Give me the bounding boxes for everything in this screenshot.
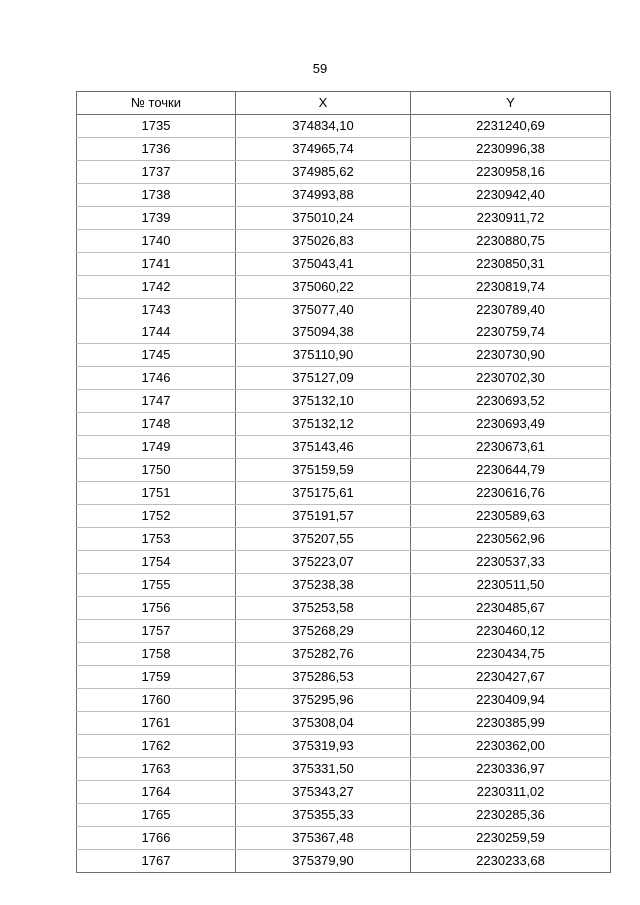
point-number-cell: 1746	[77, 367, 236, 390]
table-row	[77, 505, 611, 528]
point-number-cell: 1754	[77, 551, 236, 574]
table-row	[77, 253, 611, 276]
table-row	[77, 620, 611, 643]
x-coordinate-cell: 375286,53	[236, 666, 411, 689]
x-coordinate-cell: 375295,96	[236, 689, 411, 712]
point-number-cell: 1735	[77, 115, 236, 138]
point-number-cell: 1744	[77, 321, 236, 344]
x-coordinate-cell: 375355,33	[236, 804, 411, 827]
y-coordinate-cell: 2230819,74	[411, 276, 611, 299]
y-coordinate-cell: 2230362,00	[411, 735, 611, 758]
x-coordinate-cell: 375132,12	[236, 413, 411, 436]
table-row	[77, 712, 611, 735]
y-coordinate-cell: 2230485,67	[411, 597, 611, 620]
table-row	[77, 413, 611, 436]
table-row	[77, 230, 611, 253]
point-number-cell: 1743	[77, 299, 236, 322]
point-number-cell: 1751	[77, 482, 236, 505]
point-number-cell: 1737	[77, 161, 236, 184]
point-number-cell: 1757	[77, 620, 236, 643]
y-coordinate-cell: 2230460,12	[411, 620, 611, 643]
x-coordinate-cell: 375060,22	[236, 276, 411, 299]
y-coordinate-cell: 2230233,68	[411, 850, 611, 873]
table-row	[77, 781, 611, 804]
point-number-cell: 1760	[77, 689, 236, 712]
table-body	[77, 115, 611, 873]
y-coordinate-cell: 2230385,99	[411, 712, 611, 735]
table-row	[77, 184, 611, 207]
point-number-cell: 1750	[77, 459, 236, 482]
y-coordinate-cell: 2230336,97	[411, 758, 611, 781]
point-number-cell: 1747	[77, 390, 236, 413]
x-coordinate-cell: 375253,58	[236, 597, 411, 620]
y-coordinate-cell: 2230730,90	[411, 344, 611, 367]
y-coordinate-cell: 2230589,63	[411, 505, 611, 528]
y-coordinate-cell: 2231240,69	[411, 115, 611, 138]
page-number: 59	[312, 61, 328, 76]
table-row	[77, 367, 611, 390]
point-number-cell: 1765	[77, 804, 236, 827]
y-coordinate-cell: 2230511,50	[411, 574, 611, 597]
header-point-number: № точки	[77, 92, 236, 115]
y-coordinate-cell: 2230880,75	[411, 230, 611, 253]
x-coordinate-cell: 375343,27	[236, 781, 411, 804]
y-coordinate-cell: 2230942,40	[411, 184, 611, 207]
y-coordinate-cell: 2230911,72	[411, 207, 611, 230]
x-coordinate-cell: 375191,57	[236, 505, 411, 528]
x-coordinate-cell: 375223,07	[236, 551, 411, 574]
x-coordinate-cell: 374834,10	[236, 115, 411, 138]
table-row	[77, 689, 611, 712]
point-number-cell: 1748	[77, 413, 236, 436]
point-number-cell: 1756	[77, 597, 236, 620]
table-row	[77, 574, 611, 597]
x-coordinate-cell: 375331,50	[236, 758, 411, 781]
y-coordinate-cell: 2230427,67	[411, 666, 611, 689]
point-number-cell: 1758	[77, 643, 236, 666]
table-row	[77, 299, 611, 322]
point-number-cell: 1745	[77, 344, 236, 367]
table-row	[77, 482, 611, 505]
x-coordinate-cell: 375159,59	[236, 459, 411, 482]
table-row	[77, 551, 611, 574]
y-coordinate-cell: 2230285,36	[411, 804, 611, 827]
table-header	[77, 92, 611, 115]
table-row	[77, 804, 611, 827]
table-row	[77, 735, 611, 758]
table-row	[77, 436, 611, 459]
x-coordinate-cell: 375043,41	[236, 253, 411, 276]
point-number-cell: 1739	[77, 207, 236, 230]
x-coordinate-cell: 375319,93	[236, 735, 411, 758]
x-coordinate-cell: 375127,09	[236, 367, 411, 390]
y-coordinate-cell: 2230958,16	[411, 161, 611, 184]
y-coordinate-cell: 2230562,96	[411, 528, 611, 551]
x-coordinate-cell: 374993,88	[236, 184, 411, 207]
point-number-cell: 1752	[77, 505, 236, 528]
y-coordinate-cell: 2230759,74	[411, 321, 611, 344]
table-row	[77, 758, 611, 781]
header-x: X	[236, 92, 411, 115]
x-coordinate-cell: 375094,38	[236, 321, 411, 344]
y-coordinate-cell: 2230616,76	[411, 482, 611, 505]
x-coordinate-cell: 375132,10	[236, 390, 411, 413]
y-coordinate-cell: 2230259,59	[411, 827, 611, 850]
y-coordinate-cell: 2230850,31	[411, 253, 611, 276]
x-coordinate-cell: 374965,74	[236, 138, 411, 161]
x-coordinate-cell: 375143,46	[236, 436, 411, 459]
table-row	[77, 390, 611, 413]
y-coordinate-cell: 2230537,33	[411, 551, 611, 574]
table-row	[77, 459, 611, 482]
point-number-cell: 1762	[77, 735, 236, 758]
table-row	[77, 666, 611, 689]
x-coordinate-cell: 375367,48	[236, 827, 411, 850]
point-number-cell: 1749	[77, 436, 236, 459]
x-coordinate-cell: 375308,04	[236, 712, 411, 735]
x-coordinate-cell: 375268,29	[236, 620, 411, 643]
y-coordinate-cell: 2230311,02	[411, 781, 611, 804]
y-coordinate-cell: 2230693,52	[411, 390, 611, 413]
table-row	[77, 115, 611, 138]
point-number-cell: 1736	[77, 138, 236, 161]
x-coordinate-cell: 375077,40	[236, 299, 411, 322]
y-coordinate-cell: 2230789,40	[411, 299, 611, 322]
point-number-cell: 1763	[77, 758, 236, 781]
point-number-cell: 1761	[77, 712, 236, 735]
y-coordinate-cell: 2230702,30	[411, 367, 611, 390]
x-coordinate-cell: 374985,62	[236, 161, 411, 184]
table-row	[77, 207, 611, 230]
x-coordinate-cell: 375110,90	[236, 344, 411, 367]
y-coordinate-cell: 2230409,94	[411, 689, 611, 712]
y-coordinate-cell: 2230996,38	[411, 138, 611, 161]
x-coordinate-cell: 375379,90	[236, 850, 411, 873]
x-coordinate-cell: 375175,61	[236, 482, 411, 505]
point-number-cell: 1740	[77, 230, 236, 253]
point-number-cell: 1759	[77, 666, 236, 689]
point-number-cell: 1767	[77, 850, 236, 873]
point-number-cell: 1766	[77, 827, 236, 850]
table-row	[77, 827, 611, 850]
y-coordinate-cell: 2230693,49	[411, 413, 611, 436]
coordinates-table	[76, 91, 611, 873]
table-row	[77, 161, 611, 184]
x-coordinate-cell: 375010,24	[236, 207, 411, 230]
x-coordinate-cell: 375207,55	[236, 528, 411, 551]
x-coordinate-cell: 375282,76	[236, 643, 411, 666]
y-coordinate-cell: 2230673,61	[411, 436, 611, 459]
table-row	[77, 138, 611, 161]
point-number-cell: 1742	[77, 276, 236, 299]
header-row	[77, 92, 611, 115]
point-number-cell: 1738	[77, 184, 236, 207]
y-coordinate-cell: 2230434,75	[411, 643, 611, 666]
point-number-cell: 1764	[77, 781, 236, 804]
table-row	[77, 528, 611, 551]
point-number-cell: 1753	[77, 528, 236, 551]
table-row	[77, 850, 611, 873]
point-number-cell: 1741	[77, 253, 236, 276]
x-coordinate-cell: 375026,83	[236, 230, 411, 253]
table-row	[77, 276, 611, 299]
table-row	[77, 344, 611, 367]
table-row	[77, 321, 611, 344]
header-y: Y	[411, 92, 611, 115]
x-coordinate-cell: 375238,38	[236, 574, 411, 597]
table-row	[77, 597, 611, 620]
point-number-cell: 1755	[77, 574, 236, 597]
y-coordinate-cell: 2230644,79	[411, 459, 611, 482]
table-row	[77, 643, 611, 666]
